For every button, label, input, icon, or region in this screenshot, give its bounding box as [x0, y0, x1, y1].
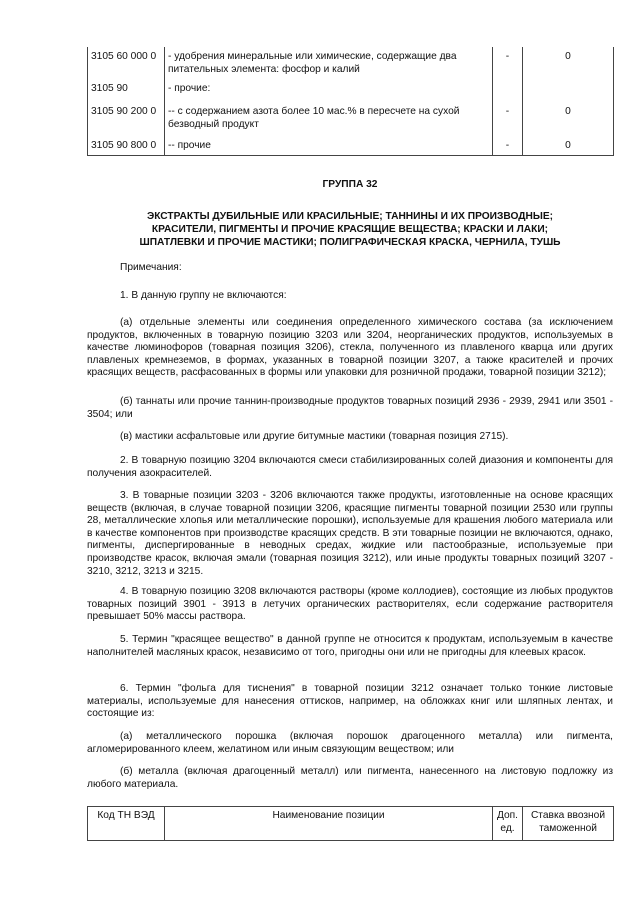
code-cell: 3105 90	[88, 81, 165, 104]
note-paragraph: (в) мастики асфальтовые или другие битумные мастики (товарная позиция 2715).	[120, 431, 509, 442]
rate-cell: 0	[523, 47, 614, 81]
tariff-table-continuation	[87, 47, 614, 156]
name-cell: -- прочие	[165, 137, 493, 156]
note-paragraph: 6. Термин "фольга для тиснения" в товарной позиции 3212 означает только тонкие листовые материалы, используемые для нанесения оттисков, например, на обложках книг или шляпных лентах, и состоящие из:	[87, 683, 613, 720]
unit-cell: -	[493, 47, 523, 81]
rate-cell	[523, 81, 614, 104]
note-paragraph: 3. В товарные позиции 3203 - 3206 включаются также продукты, изготовленные на основе красящих веществ (включая, в случае товарной позиции 3206, красящие пигменты товарной позиции 2530 или группы 28, металлические хлопья или металлические порошки), используемые для крашения любого материала или в качестве компонентов при производстве красящих средств. В эти товарные позиции не включаются, однако, пигменты, диспергированные в неводных средах, жидкие или пастообразные, используемые при производстве красок, включая эмали (товарная позиция 3212), или иные продукты товарных позиций 3207 - 3210, 3212, 3213 и 3215.	[87, 490, 613, 577]
code-cell: 3105 60 000 0	[88, 47, 165, 81]
code-cell: 3105 90 800 0	[88, 137, 165, 156]
note-paragraph: 4. В товарную позицию 3208 включаются растворы (кроме коллодиев), состоящие из любых продуктов товарных позиций 3901 - 3913 в летучих органических растворителях, если содержание растворителя превышает 50% массы раствора.	[87, 586, 613, 623]
note-paragraph: 5. Термин "красящее вещество" в данной группе не относится к продуктам, используемым в качестве наполнителей масляных красок, независимо от того, пригодны они или не пригодны для клеевых красок.	[87, 634, 613, 658]
header-code: Код ТН ВЭД	[88, 807, 165, 841]
tariff-table-header	[87, 806, 614, 841]
rate-cell: 0	[523, 137, 614, 156]
code-cell: 3105 90 200 0	[88, 104, 165, 137]
note-paragraph: (б) таннаты или прочие таннин-производные продуктов товарных позиций 2936 - 2939, 2941 или 3501 - 3504; или	[87, 396, 613, 420]
note-paragraph: 1. В данную группу не включаются:	[120, 290, 287, 301]
unit-cell	[493, 81, 523, 104]
table-row	[88, 137, 614, 156]
table-row	[88, 47, 614, 81]
note-paragraph: (а) отдельные элементы или соединения определенного химического состава (за исключением продуктов, включенных в товарную позицию 3203 или 3204, неорганических продуктов, используемых в качестве люминофоров (товарная позиция 3206), стекла, полученного из плавленого кварца или других плавленых кремнеземов, в формах, указанных в товарной позиции 3207, а также красителей и прочих красящих веществ, расфасованных в формы или упаковки для розничной продажи, товарной позиции 3212);	[87, 317, 613, 379]
unit-cell: -	[493, 137, 523, 156]
header-row	[88, 807, 614, 841]
table-row	[88, 81, 614, 104]
header-rate: Ставка ввозной таможенной	[523, 807, 614, 841]
note-paragraph: (а) металлического порошка (включая порошок драгоценного металла) или пигмента, агломерированного клеем, желатином или иным связующим веществом; или	[87, 731, 613, 755]
name-cell: -- с содержанием азота более 10 мас.% в пересчете на сухой безводный продукт	[165, 104, 493, 137]
group-title-heading: ЭКСТРАКТЫ ДУБИЛЬНЫЕ ИЛИ КРАСИЛЬНЫЕ; ТАННИНЫ И ИХ ПРОИЗВОДНЫЕ; КРАСИТЕЛИ, ПИГМЕНТЫ И ПРОЧИЕ КРАСЯЩИЕ ВЕЩЕСТВА; КРАСКИ И ЛАКИ; ШПАТЛЕВКИ И ПРОЧИЕ МАСТИКИ; ПОЛИГРАФИЧЕСКАЯ КРАСКА, ЧЕРНИЛА, ТУШЬ	[139, 211, 561, 248]
notes-heading: Примечания:	[120, 262, 182, 273]
note-paragraph: (б) металла (включая драгоценный металл) или пигмента, нанесенного на листовую подложку из любого материала.	[87, 766, 613, 790]
group-number-heading: ГРУППА 32	[322, 179, 378, 190]
name-cell: - прочие:	[165, 81, 493, 104]
note-paragraph: 2. В товарную позицию 3204 включаются смеси стабилизированных солей диазония и компоненты для получения азокрасителей.	[87, 455, 613, 479]
table-row	[88, 104, 614, 137]
name-cell: - удобрения минеральные или химические, содержащие два питательных элемента: фосфор и калий	[165, 47, 493, 81]
header-unit: Доп. ед.	[493, 807, 523, 841]
header-name: Наименование позиции	[165, 807, 493, 841]
unit-cell: -	[493, 104, 523, 137]
rate-cell: 0	[523, 104, 614, 137]
